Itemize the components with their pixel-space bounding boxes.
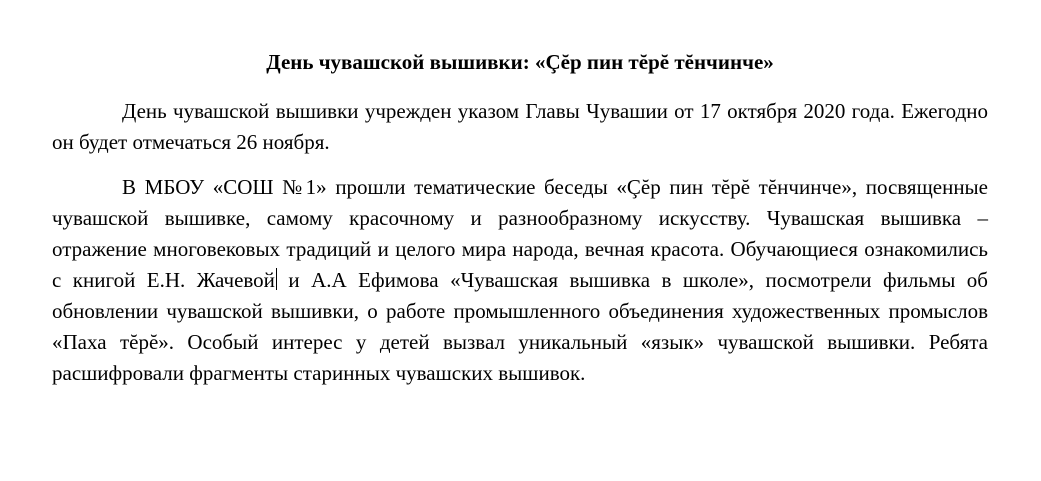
- paragraph-1-text: День чувашской вышивки учрежден указом Главы Чувашии от 17 октября 2020 года. Ежегодно он будет отмечаться 26 ноября.: [52, 99, 988, 154]
- paragraph-2-text-before-cursor: В МБОУ «СОШ №1» прошли тематические беседы «Çĕр пин тĕрĕ тĕнчинче», посвященные чувашской вышивке, самому красочному и разнообразному искусству. Чувашская вышивка – отражение многовековых традиций и целого мира народа, вечная красота. Обучающиеся ознакомились с книгой Е.Н. Жачевой: [52, 175, 988, 292]
- paragraph-2[interactable]: [52, 172, 988, 389]
- document-page: [52, 40, 988, 403]
- paragraph-1[interactable]: [52, 96, 988, 158]
- paragraph-2-text-after-cursor: и А.А Ефимова «Чувашская вышивка в школе», посмотрели фильмы об обновлении чувашской вышивки, о работе промышленного объединения художественных промыслов «Паха тĕрĕ». Особый интерес у детей вызвал уникальный «язык» чувашской вышивки. Ребята расшифровали фрагменты старинных чувашских вышивок.: [52, 268, 988, 385]
- document-title: День чувашской вышивки: «Çĕр пин тĕрĕ тĕнчинче»: [266, 50, 774, 74]
